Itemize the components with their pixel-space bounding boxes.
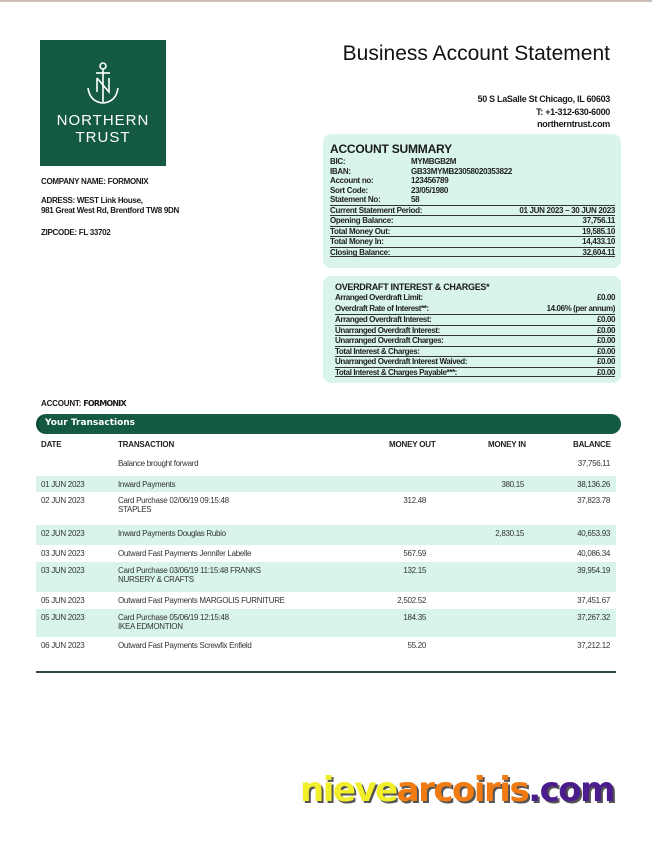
- overdraft-line-row: [335, 325, 615, 336]
- cell-balance: 37,267.32: [577, 613, 610, 622]
- table-row: [36, 637, 616, 663]
- bank-address: [477, 93, 610, 131]
- cell-date: 06 JUN 2023: [41, 641, 85, 650]
- cell-transaction: [118, 641, 358, 650]
- table-row: [36, 455, 616, 475]
- cell-balance: 40,653.93: [577, 529, 610, 538]
- overdraft-top-row: [335, 304, 615, 315]
- anchor-icon: [84, 62, 122, 108]
- cell-balance: 37,212.12: [577, 641, 610, 650]
- overdraft-line-row: [335, 314, 615, 325]
- transaction-line1: Card Purchase 05/06/19 12:15:48: [118, 613, 229, 622]
- table-row: [36, 562, 616, 592]
- detail-label: Account no:: [330, 176, 374, 185]
- transaction-line1: Balance brought forward: [118, 459, 199, 468]
- cell-date: 05 JUN 2023: [41, 613, 85, 622]
- company-name: COMPANY NAME: FORMONIX: [41, 177, 149, 186]
- cell-money-in: 380.15: [501, 480, 524, 489]
- account-summary-panel: [323, 134, 621, 268]
- transaction-line2: IKEA EDMONTION: [118, 622, 183, 631]
- cell-date: 03 JUN 2023: [41, 549, 85, 558]
- transaction-line1: Inward Payments Douglas Rubio: [118, 529, 226, 538]
- overdraft-value: £0.00: [596, 367, 615, 377]
- line-value: 14,433.10: [582, 237, 615, 246]
- cell-transaction: [118, 566, 358, 584]
- cell-date: 02 JUN 2023: [41, 529, 85, 538]
- overdraft-label: Arranged Overdraft Limit:: [335, 293, 423, 302]
- overdraft-label: Total Interest & Charges:: [335, 346, 420, 356]
- watermark: nievearcoiris.com: [300, 770, 615, 810]
- header-date: DATE: [41, 440, 62, 449]
- cell-balance: 37,451.67: [577, 596, 610, 605]
- overdraft-top-row: [335, 293, 615, 304]
- cell-transaction: [118, 496, 358, 514]
- overdraft-value: £0.00: [596, 336, 615, 345]
- overdraft-title: OVERDRAFT INTEREST & CHARGES*: [335, 282, 490, 292]
- cell-balance: 40,086.34: [577, 549, 610, 558]
- cell-transaction: [118, 529, 358, 538]
- detail-label: Statement No:: [330, 195, 381, 204]
- northern-trust-logo: [40, 40, 166, 166]
- cell-balance: 39,954.19: [577, 566, 610, 575]
- cell-transaction: [118, 549, 358, 558]
- cell-transaction: [118, 480, 358, 489]
- bank-street: 50 S LaSalle St Chicago, IL 60603: [477, 94, 610, 104]
- summary-line-row: [330, 247, 615, 258]
- cell-money-in: 2,830.15: [495, 529, 524, 538]
- line-value: 32,604.11: [582, 247, 615, 257]
- overdraft-line-row: [335, 356, 615, 367]
- line-value: 19,585.10: [582, 226, 615, 236]
- account-name: FORMONIX: [83, 399, 126, 408]
- transaction-line1: Outward Fast Payments MARGOLIS FURNITURE: [118, 596, 285, 605]
- table-row: [36, 476, 616, 492]
- transaction-line1: Outward Fast Payments Jennifer Labelle: [118, 549, 252, 558]
- cell-balance: 37,823.78: [577, 496, 610, 505]
- summary-line-row: [330, 215, 615, 226]
- line-label: Closing Balance:: [330, 247, 391, 257]
- transaction-line1: Outward Fast Payments Screwfix Enfield: [118, 641, 252, 650]
- cell-date: 02 JUN 2023: [41, 496, 85, 505]
- header-balance: BALANCE: [573, 440, 611, 449]
- account-label: ACCOUNT: FORMONIX: [41, 399, 126, 408]
- overdraft-label: Arranged Overdraft Interest:: [335, 315, 432, 324]
- overdraft-value: £0.00: [596, 325, 615, 335]
- detail-value: GB33MYMB23058020353822: [411, 166, 513, 176]
- table-row: [36, 609, 616, 637]
- summary-detail-row: [330, 195, 615, 205]
- cell-date: 05 JUN 2023: [41, 596, 85, 605]
- overdraft-value: 14.06% (per annum): [546, 303, 615, 313]
- cell-money-out: 2,502.52: [397, 596, 426, 605]
- cell-balance: 38,136.26: [577, 480, 610, 489]
- cell-money-out: 567.59: [403, 549, 426, 558]
- header-money-out: MONEY OUT: [389, 440, 436, 449]
- overdraft-panel: [323, 276, 621, 383]
- overdraft-value: £0.00: [596, 293, 615, 302]
- overdraft-label: Unarranged Overdraft Interest Waived:: [335, 357, 468, 366]
- detail-value: 23/05/1980: [411, 185, 449, 195]
- overdraft-label: Unarranged Overdraft Charges:: [335, 336, 444, 345]
- summary-line-row: [330, 205, 615, 216]
- table-row: [36, 545, 616, 562]
- summary-detail-row: [330, 167, 615, 177]
- detail-value: MYMBGB2M: [411, 157, 457, 166]
- logo-name-line1: NORTHERN: [56, 112, 150, 129]
- cell-money-out: 184.35: [403, 613, 426, 622]
- bank-phone: T: +1-312-630-6000: [536, 106, 610, 117]
- bank-website: northerntrust.com: [537, 119, 610, 129]
- line-label: Total Money In:: [330, 237, 384, 246]
- cell-balance: 37,756.11: [577, 459, 610, 468]
- transaction-line1: Inward Payments: [118, 480, 176, 489]
- line-label: Total Money Out:: [330, 226, 390, 236]
- address-line2: 981 Great West Rd, Brentford TW8 9DN: [41, 206, 179, 215]
- line-label: Current Statement Period:: [330, 205, 423, 215]
- table-row: [36, 525, 616, 545]
- overdraft-value: £0.00: [596, 357, 615, 366]
- zipcode: ZIPCODE: FL 33702: [41, 228, 111, 237]
- transactions-section-header: [36, 414, 621, 434]
- transaction-line1: Card Purchase 03/06/19 11:15:48 FRANKS: [118, 566, 261, 575]
- overdraft-value: £0.00: [596, 315, 615, 324]
- logo-name-line2: TRUST: [75, 129, 131, 146]
- summary-detail-row: [330, 157, 615, 167]
- table-row: [36, 592, 616, 609]
- detail-label: BIC:: [330, 157, 346, 166]
- summary-line-row: [330, 236, 615, 247]
- summary-detail-row: [330, 176, 615, 186]
- page-title: Business Account Statement: [342, 42, 610, 65]
- customer-address: [41, 196, 179, 216]
- cell-date: 01 JUN 2023: [41, 480, 85, 489]
- transaction-line1: Card Purchase 02/06/19 09:15:48: [118, 496, 229, 505]
- line-value: 37,756.11: [582, 216, 615, 225]
- cell-transaction: [118, 459, 358, 468]
- summary-line-row: [330, 226, 615, 237]
- cell-transaction: [118, 596, 358, 605]
- overdraft-label: Total Interest & Charges Payable***:: [335, 367, 457, 377]
- cell-money-out: 312.48: [403, 496, 426, 505]
- cell-money-out: 55.20: [407, 641, 426, 650]
- overdraft-line-row: [335, 346, 615, 357]
- cell-date: 03 JUN 2023: [41, 566, 85, 575]
- detail-value: 58: [411, 195, 420, 204]
- summary-detail-row: [330, 186, 615, 196]
- top-border: [0, 0, 652, 2]
- line-value: 01 JUN 2023 – 30 JUN 2023: [519, 205, 615, 215]
- transaction-line2: STAPLES: [118, 505, 152, 514]
- header-money-in: MONEY IN: [488, 440, 526, 449]
- transactions-title: Your Transactions: [45, 418, 136, 428]
- address-line1: ADRESS: WEST Link House,: [41, 196, 143, 205]
- detail-label: Sort Code:: [330, 185, 368, 195]
- overdraft-label: Overdraft Rate of Interest**:: [335, 303, 429, 313]
- overdraft-label: Unarranged Overdraft Interest:: [335, 325, 440, 335]
- overdraft-value: £0.00: [596, 346, 615, 356]
- table-end-divider: [36, 671, 616, 673]
- header-transaction: TRANSACTION: [118, 440, 175, 449]
- detail-value: 123456789: [411, 176, 449, 185]
- cell-money-out: 132.15: [403, 566, 426, 575]
- cell-transaction: [118, 613, 358, 631]
- line-label: Opening Balance:: [330, 216, 394, 225]
- transaction-line2: NURSERY & CRAFTS: [118, 575, 194, 584]
- overdraft-line-row: [335, 367, 615, 378]
- detail-label: IBAN:: [330, 166, 351, 176]
- table-row: [36, 492, 616, 525]
- overdraft-line-row: [335, 335, 615, 346]
- account-summary-title: ACCOUNT SUMMARY: [330, 142, 452, 156]
